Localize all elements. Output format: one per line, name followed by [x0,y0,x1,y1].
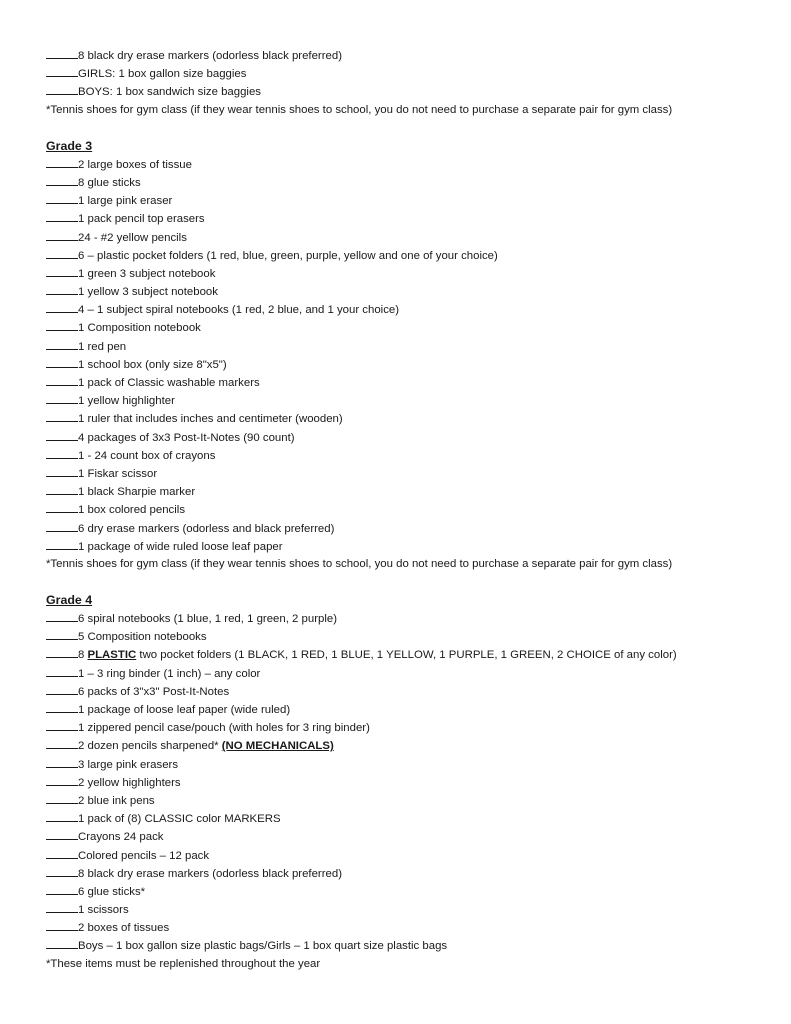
checkbox-blank [46,409,78,422]
checkbox-blank [46,537,78,550]
section-heading: Grade 3 [46,138,93,153]
list-item: GIRLS: 1 box gallon size baggies [46,64,766,82]
checkbox-blank [46,519,78,532]
list-item: 1 pack pencil top erasers [46,209,766,227]
checkbox-blank [46,173,78,186]
list-item: 8 glue sticks [46,173,766,191]
checkbox-blank [46,209,78,222]
checkbox-blank [46,846,78,859]
checkbox-blank [46,700,78,713]
list-item: 1 - 24 count box of crayons [46,446,766,464]
list-item: 1 school box (only size 8"x5") [46,355,766,373]
list-item: 24 - #2 yellow pencils [46,228,766,246]
list-item: 2 blue ink pens [46,791,766,809]
checkbox-blank [46,682,78,695]
checkbox-blank [46,773,78,786]
checkbox-blank [46,827,78,840]
grade4-list [46,609,766,955]
note: *Tennis shoes for gym class (if they wear tennis shoes to school, you do not need to purchase a separate pair for gym class) [46,103,673,116]
intro-section [46,46,766,119]
list-item: 5 Composition notebooks [46,627,766,645]
list-item: 2 yellow highlighters [46,773,766,791]
checkbox-blank [46,645,78,658]
list-item: BOYS: 1 box sandwich size baggies [46,82,766,100]
supply-list-page [46,46,766,973]
list-item: 6 packs of 3"x3" Post-It-Notes [46,682,766,700]
section-heading: Grade 4 [46,593,93,608]
checkbox-blank [46,355,78,368]
list-item: 6 spiral notebooks (1 blue, 1 red, 1 green, 2 purple) [46,609,766,627]
checkbox-blank [46,718,78,731]
list-item: 4 packages of 3x3 Post-It-Notes (90 count) [46,428,766,446]
list-item: 1 package of loose leaf paper (wide ruled) [46,700,766,718]
list-item: 1 package of wide ruled loose leaf paper [46,537,766,555]
list-item: 8 PLASTIC two pocket folders (1 BLACK, 1 RED, 1 BLUE, 1 YELLOW, 1 PURPLE, 1 GREEN, 2 CHOICE of any color) [46,645,766,663]
list-item: 1 zippered pencil case/pouch (with holes for 3 ring binder) [46,718,766,736]
checkbox-blank [46,482,78,495]
grade4-section [46,591,766,973]
list-item: 8 black dry erase markers (odorless black preferred) [46,864,766,882]
checkbox-blank [46,755,78,768]
checkbox-blank [46,46,78,59]
checkbox-blank [46,191,78,204]
checkbox-blank [46,464,78,477]
grade3-section [46,137,766,573]
list-item: 1 black Sharpie marker [46,482,766,500]
checkbox-blank [46,282,78,295]
checkbox-blank [46,664,78,677]
checkbox-blank [46,391,78,404]
list-item: 1 pack of Classic washable markers [46,373,766,391]
checkbox-blank [46,228,78,241]
list-item: 1 pack of (8) CLASSIC color MARKERS [46,809,766,827]
checkbox-blank [46,864,78,877]
emphasis-text: (NO MECHANICALS) [221,740,334,753]
list-item: 1 large pink eraser [46,191,766,209]
list-item: 1 Composition notebook [46,318,766,336]
list-item: 1 green 3 subject notebook [46,264,766,282]
list-item: 6 glue sticks* [46,882,766,900]
checkbox-blank [46,300,78,313]
list-item: 4 – 1 subject spiral notebooks (1 red, 2 blue, and 1 your choice) [46,300,766,318]
checkbox-blank [46,264,78,277]
note: *Tennis shoes for gym class (if they wear tennis shoes to school, you do not need to purchase a separate pair for gym class) [46,557,673,570]
grade3-list [46,155,766,555]
checkbox-blank [46,900,78,913]
list-item: 1 – 3 ring binder (1 inch) – any color [46,664,766,682]
checkbox-blank [46,246,78,259]
list-item: 1 ruler that includes inches and centimeter (wooden) [46,409,766,427]
list-item: Boys – 1 box gallon size plastic bags/Girls – 1 box quart size plastic bags [46,936,766,954]
list-item: 8 black dry erase markers (odorless black preferred) [46,46,766,64]
checkbox-blank [46,500,78,513]
checkbox-blank [46,337,78,350]
checkbox-blank [46,155,78,168]
list-item: Crayons 24 pack [46,827,766,845]
checkbox-blank [46,446,78,459]
list-item: 2 dozen pencils sharpened* (NO MECHANICALS) [46,736,766,754]
list-item: 2 boxes of tissues [46,918,766,936]
list-item: 1 scissors [46,900,766,918]
checkbox-blank [46,428,78,441]
checkbox-blank [46,809,78,822]
list-item: 6 dry erase markers (odorless and black preferred) [46,519,766,537]
checkbox-blank [46,609,78,622]
checkbox-blank [46,373,78,386]
checkbox-blank [46,791,78,804]
checkbox-blank [46,82,78,95]
list-item: 1 yellow 3 subject notebook [46,282,766,300]
list-item: Colored pencils – 12 pack [46,846,766,864]
list-item: 3 large pink erasers [46,755,766,773]
list-item: 6 – plastic pocket folders (1 red, blue, green, purple, yellow and one of your choice) [46,246,766,264]
list-item: 1 box colored pencils [46,500,766,518]
list-item: 1 Fiskar scissor [46,464,766,482]
note: *These items must be replenished throughout the year [46,957,321,970]
checkbox-blank [46,736,78,749]
list-item: 1 red pen [46,337,766,355]
checkbox-blank [46,318,78,331]
checkbox-blank [46,627,78,640]
list-item: 2 large boxes of tissue [46,155,766,173]
list-item: 1 yellow highlighter [46,391,766,409]
checkbox-blank [46,936,78,949]
checkbox-blank [46,882,78,895]
checkbox-blank [46,64,78,77]
checkbox-blank [46,918,78,931]
emphasis-text: PLASTIC [87,649,137,662]
